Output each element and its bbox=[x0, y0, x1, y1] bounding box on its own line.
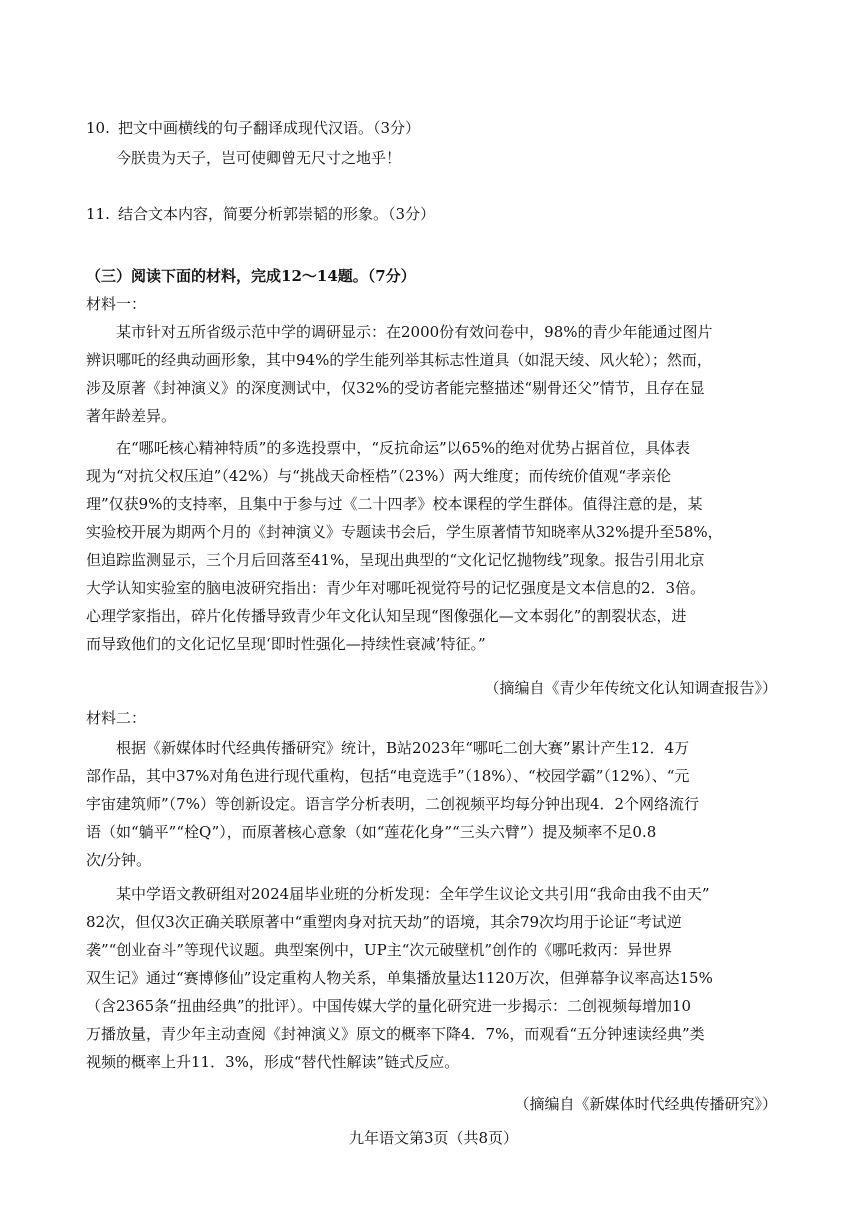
paragraph-line: 涉及原著《封神演义》的深度测试中，仅32%的受访者能完整描述“剔骨还父”情节，且存在显 bbox=[86, 379, 705, 397]
paragraph-line: 实验校开展为期两个月的《封神演义》专题读书会后，学生原著情节知晓率从32%提升至58%， bbox=[86, 523, 723, 541]
paragraph-line: 著年龄差异。 bbox=[86, 407, 177, 425]
material2-source: （摘编自《新媒体时代经典传播研究》） bbox=[514, 1095, 777, 1113]
material2-label: 材料二： bbox=[86, 709, 147, 727]
material1-label: 材料一： bbox=[86, 295, 147, 313]
section3-heading: （三）阅读下面的材料，完成12～14题。（7分） bbox=[86, 267, 416, 285]
paragraph-line: 理”仅获9%的支持率，且集中于参与过《二十四孝》校本课程的学生群体。值得注意的是，某 bbox=[86, 495, 703, 513]
paragraph-line: 但追踪监测显示，三个月后回落至41%，呈现出典型的“文化记忆抛物线”现象。报告引用北京 bbox=[86, 551, 705, 569]
paragraph-line: 大学认知实验室的脑电波研究指出：青少年对哪吒视觉符号的记忆强度是文本信息的2．3倍。 bbox=[86, 579, 706, 597]
paragraph-line: 辨识哪吒的经典动画形象，其中94%的学生能列举其标志性道具（如混天绫、风火轮）；然而， bbox=[86, 351, 712, 369]
paragraph-line: 万播放量，青少年主动查阅《封神演义》原文的概率下降4．7%，而观看“五分钟速读经典”类 bbox=[86, 1025, 705, 1043]
paragraph-line: 某市针对五所省级示范中学的调研显示：在2000份有效问卷中，98%的青少年能通过图片 bbox=[116, 323, 713, 341]
q11-prompt: 结合文本内容，简要分析郭崇韬的形象。（3分） bbox=[118, 205, 436, 223]
paragraph-line: 在“哪吒核心精神特质”的多选投票中，“反抗命运”以65%的绝对优势占据首位，具体表 bbox=[116, 439, 691, 457]
q10-sentence: 今朕贵为天子，岂可使卿曾无尺寸之地乎！ bbox=[116, 149, 402, 167]
paragraph-line: （含2365条“扭曲经典”的批评）。中国传媒大学的量化研究进一步揭示：二创视频每增加10 bbox=[86, 997, 692, 1015]
q10-prompt: 把文中画横线的句子翻译成现代汉语。（3分） bbox=[118, 119, 421, 137]
material1-source: （摘编自《青少年传统文化认知调查报告》） bbox=[484, 679, 777, 697]
page-footer: 九年语文第3页（共8页） bbox=[348, 1129, 519, 1147]
paragraph-line: 双生记》通过“赛博修仙”设定重构人物关系，单集播放量达1120万次，但弹幕争议率高达15% bbox=[86, 969, 713, 987]
paragraph-line: 宇宙建筑师”（7%）等创新设定。语言学分析表明，二创视频平均每分钟出现4．2个网络流行 bbox=[86, 795, 700, 813]
paragraph-line: 某中学语文教研组对2024届毕业班的分析发现：全年学生议论文共引用“我命由我不由天” bbox=[116, 885, 710, 903]
paragraph-line: 部作品，其中37%对角色进行现代重构，包括“电竞选手”（18%）、“校园学霸”（12%）、“元 bbox=[86, 767, 690, 785]
paragraph-line: 而导致他们的文化记忆呈现‘即时性强化—持续性衰减’特征。” bbox=[86, 635, 486, 653]
q11-number: 11. bbox=[86, 205, 110, 223]
q10-number: 10. bbox=[86, 119, 110, 137]
paragraph-line: 心理学家指出，碎片化传播导致青少年文化认知呈现“图像强化—文本弱化”的割裂状态，进 bbox=[86, 607, 687, 625]
paragraph-line: 现为“对抗父权压迫”（42%）与“挑战天命桎梏”（23%）两大维度；而传统价值观“孝亲伦 bbox=[86, 467, 672, 485]
paragraph-line: 视频的概率上升11．3%，形成“替代性解读”链式反应。 bbox=[86, 1053, 460, 1071]
paragraph-line: 根据《新媒体时代经典传播研究》统计，B站2023年“哪吒二创大赛”累计产生12．4万 bbox=[116, 739, 690, 757]
paragraph-line: 语（如“躺平”“栓Q”），而原著核心意象（如“莲花化身”“三头六臂”）提及频率不足0.8 bbox=[86, 823, 657, 841]
paragraph-line: 82次，但仅3次正确关联原著中“重塑肉身对抗天劫”的语境，其余79次均用于论证“考试逆 bbox=[86, 913, 682, 931]
paragraph-line: 次/分钟。 bbox=[86, 851, 152, 869]
paragraph-line: 袭”“创业奋斗”等现代议题。典型案例中，UP主“次元破壁机”创作的《哪吒救丙：异世界 bbox=[86, 941, 673, 959]
